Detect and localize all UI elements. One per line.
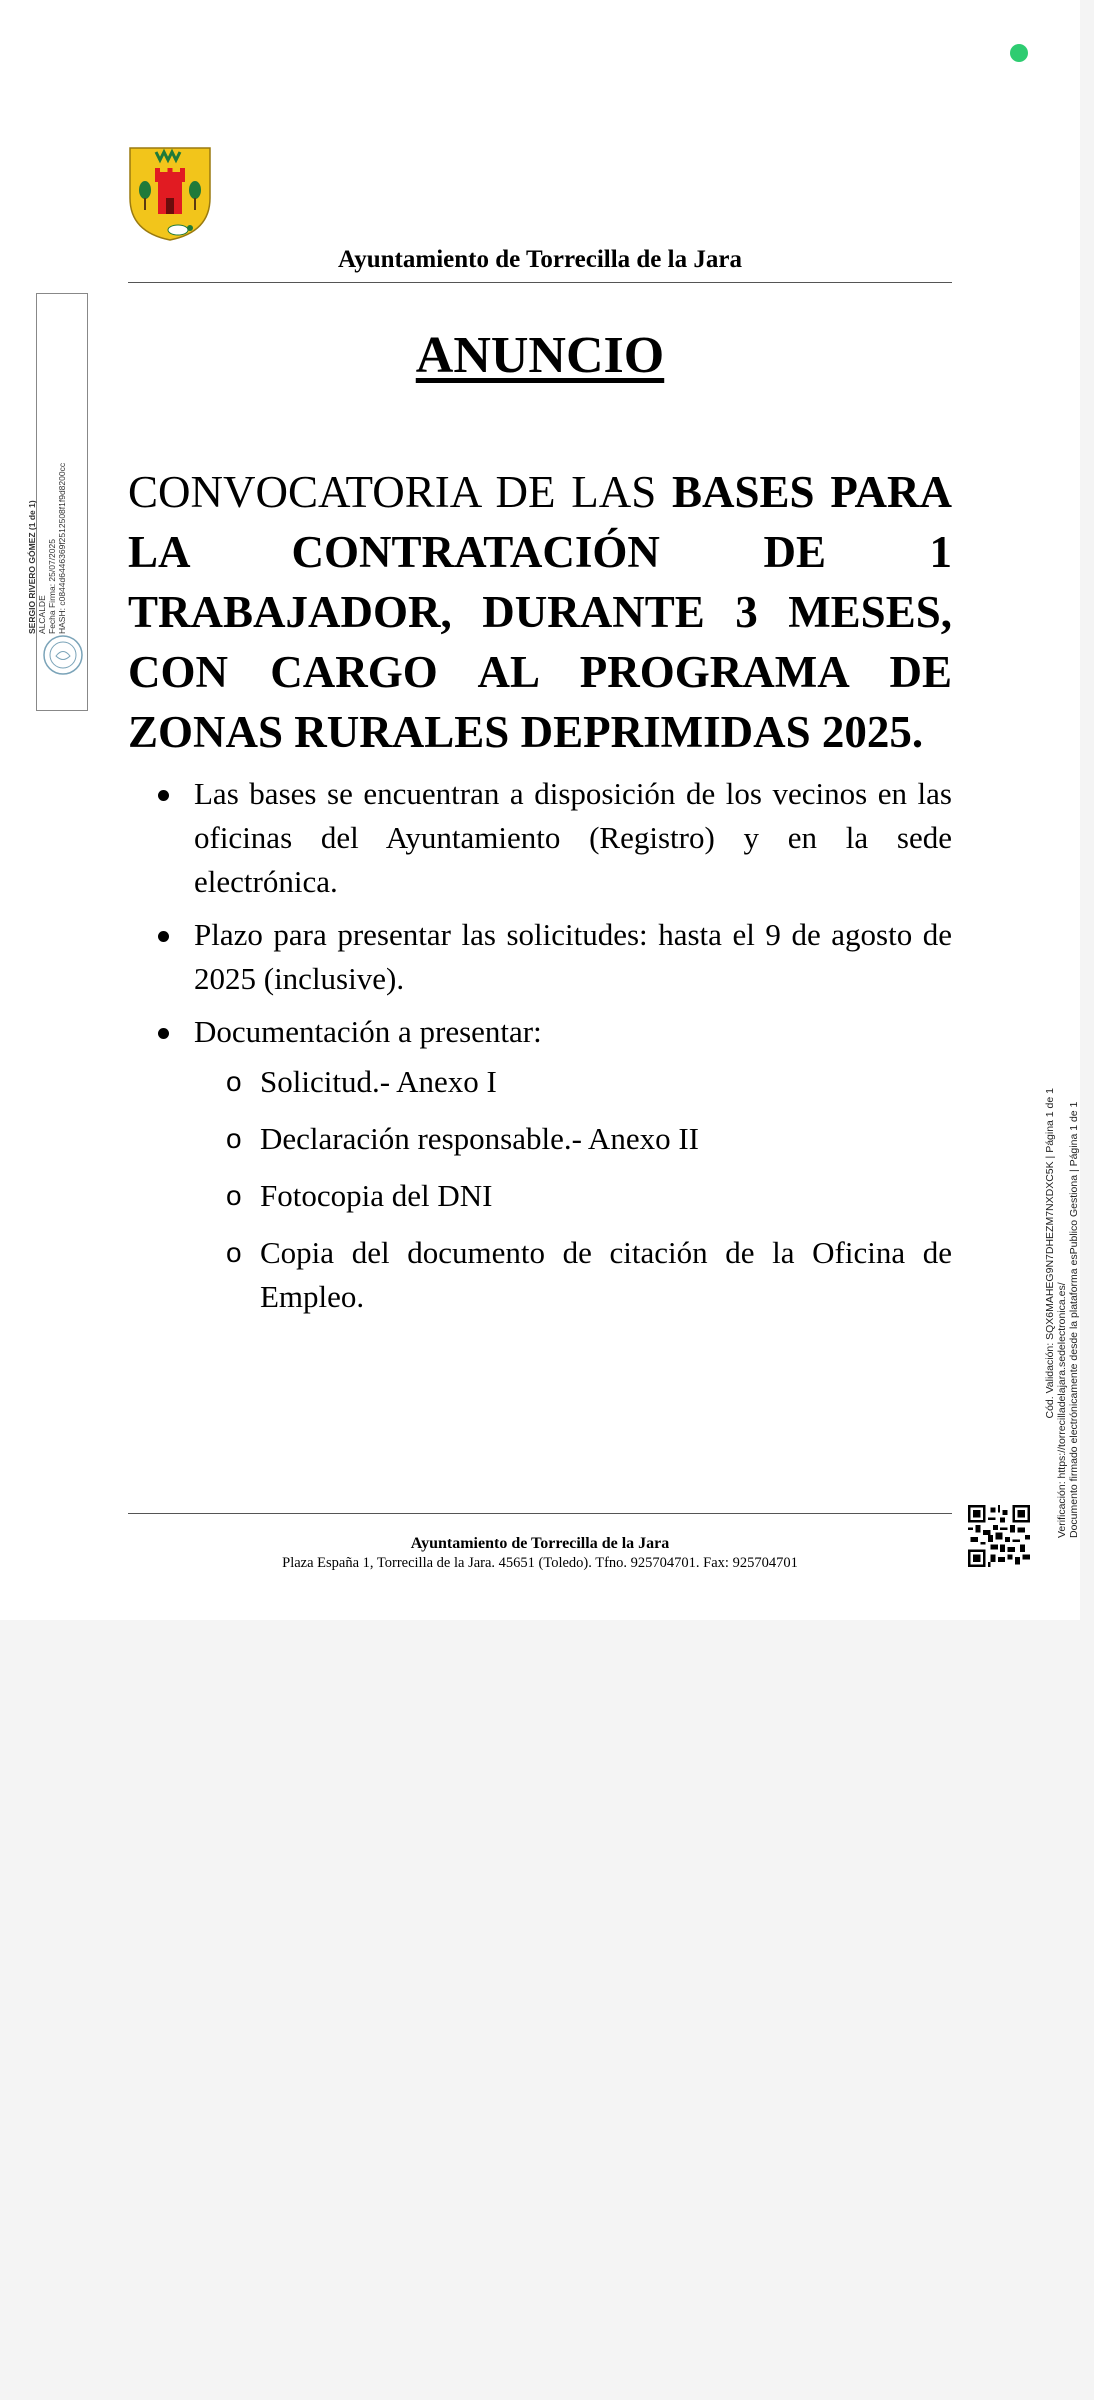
sub-list-item-text: Declaración responsable.- Anexo II xyxy=(260,1121,699,1156)
sub-list-item xyxy=(194,1117,952,1161)
signature-panel xyxy=(27,293,88,711)
header-org-name: Ayuntamiento de Torrecilla de la Jara xyxy=(338,246,742,273)
validation-platform: Documento firmado electrónicamente desde la plataforma esPublico Gestiona | Página 1 de 1 xyxy=(1068,1101,1080,1538)
signer-name: SERGIO RIVERO GÓMEZ (1 de 1) xyxy=(27,500,37,634)
list-item-text: Las bases se encuentran a disposición de los vecinos en las oficinas del Ayuntamiento (Registro) y en la sede electrónica. xyxy=(194,776,952,899)
convocatoria-bold: BASES PARA LA CONTRATACIÓN DE 1 TRABAJADOR, DURANTE 3 MESES, CON CARGO AL PROGRAMA DE ZONAS RURALES DEPRIMIDAS 2025. xyxy=(128,467,952,757)
list-item xyxy=(128,772,952,904)
sub-list-item xyxy=(194,1231,952,1319)
sub-bullet-icon: o xyxy=(226,1123,242,1154)
list-item xyxy=(128,913,952,1001)
header-divider xyxy=(128,282,952,283)
footer-divider xyxy=(128,1513,952,1514)
status-dot xyxy=(1010,44,1028,62)
info-list xyxy=(128,772,952,1332)
coat-of-arms-icon xyxy=(128,146,212,242)
list-item-text: Plazo para presentar las solicitudes: hasta el 9 de agosto de 2025 (inclusive). xyxy=(194,917,952,996)
document-title: ANUNCIO xyxy=(415,327,665,384)
documents-sublist xyxy=(194,1060,952,1319)
signature-date: Fecha Firma: 25/07/2025 xyxy=(47,539,57,634)
sub-bullet-icon: o xyxy=(226,1180,242,1211)
footer-org-name: Ayuntamiento de Torrecilla de la Jara xyxy=(410,1535,670,1552)
bullet-icon xyxy=(158,790,169,801)
footer-address: Plaza España 1, Torrecilla de la Jara. 45651 (Toledo). Tfno. 925704701. Fax: 925704701 xyxy=(282,1555,798,1571)
list-item xyxy=(128,1010,952,1319)
signer-role: ALCALDE xyxy=(37,595,47,634)
convocatoria-plain: CONVOCATORIA DE LAS xyxy=(128,467,672,517)
sub-bullet-icon: o xyxy=(226,1066,242,1097)
seal-icon xyxy=(42,634,84,676)
sub-list-item-text: Fotocopia del DNI xyxy=(260,1178,493,1213)
sub-bullet-icon: o xyxy=(226,1237,242,1268)
signature-hash: HASH: c0844d6446369f2512508f1f9d8200cc xyxy=(57,462,67,634)
sub-list-item xyxy=(194,1174,952,1218)
bullet-icon xyxy=(158,931,169,942)
signature-text xyxy=(27,314,67,634)
qr-code-icon xyxy=(968,1505,1030,1567)
sub-list-item-text: Copia del documento de citación de la Oficina de Empleo. xyxy=(260,1235,952,1314)
validation-url: Verificación: https://torrecilladelajara.sedelectronica.es/ xyxy=(1056,1282,1068,1538)
bullet-icon xyxy=(158,1028,169,1039)
validation-code: Cód. Validación: SQX6MAHEG9N7DHEZM7NXDXC5K | Página 1 de 1 xyxy=(1044,1088,1056,1419)
sub-list-item-text: Solicitud.- Anexo I xyxy=(260,1064,497,1099)
convocatoria-heading xyxy=(128,462,952,762)
sub-list-item xyxy=(194,1060,952,1104)
list-item-text: Documentación a presentar: xyxy=(194,1014,542,1049)
validation-text xyxy=(1044,1088,1094,1538)
